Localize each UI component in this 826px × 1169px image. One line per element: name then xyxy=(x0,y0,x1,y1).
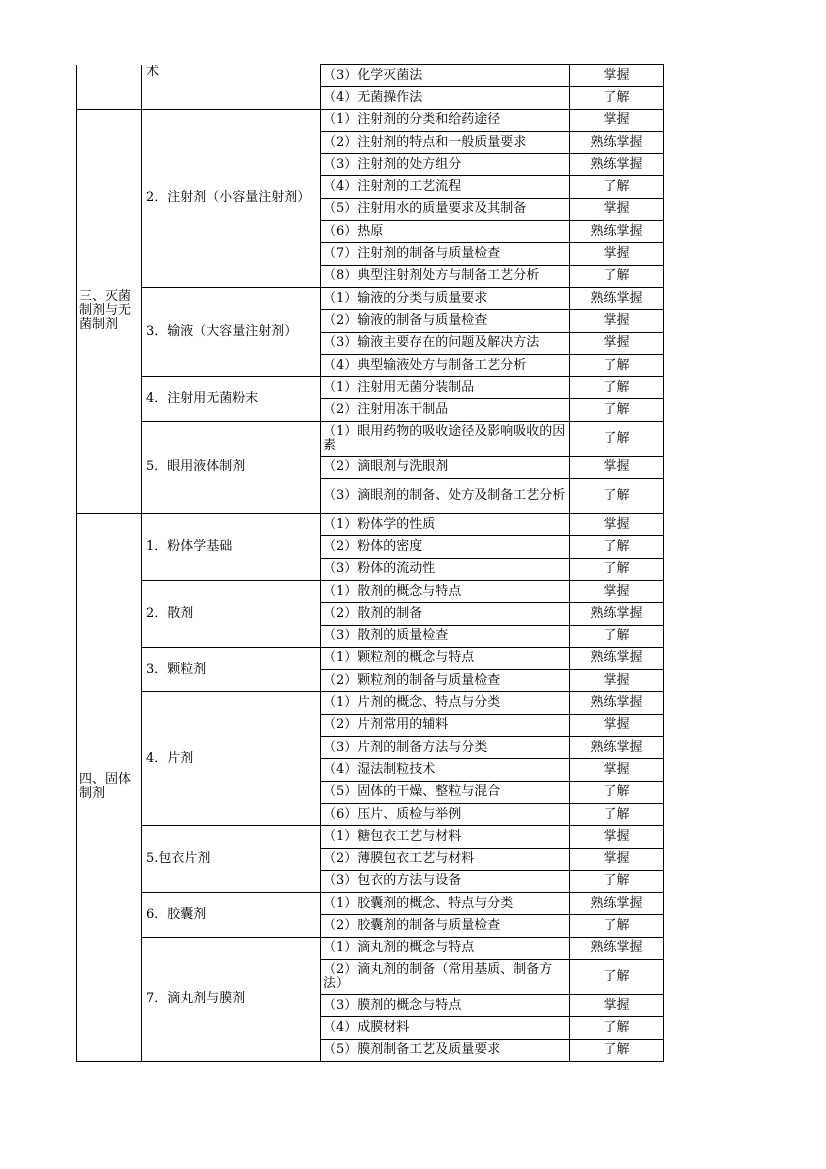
subunit-cell: 2．注射剂（小容量注射剂） xyxy=(142,109,321,287)
level-cell: 了解 xyxy=(570,265,664,287)
level-cell: 了解 xyxy=(570,354,664,376)
table-row xyxy=(77,421,664,456)
point-cell: （4）注射剂的工艺流程 xyxy=(321,176,570,198)
subunit-cell: 6．胶囊剂 xyxy=(142,893,321,938)
level-cell: 了解 xyxy=(570,1017,664,1039)
level-cell: 掌握 xyxy=(570,456,664,478)
point-cell: （7）注射剂的制备与质量检查 xyxy=(321,243,570,265)
level-cell: 了解 xyxy=(570,558,664,580)
level-cell: 掌握 xyxy=(570,65,664,87)
point-cell: （1）输液的分类与质量要求 xyxy=(321,287,570,309)
subunit-cell: 7．滴丸剂与膜剂 xyxy=(142,937,321,1061)
level-cell: 了解 xyxy=(570,915,664,937)
level-cell: 熟练掌握 xyxy=(570,893,664,915)
point-cell: （2）注射剂的特点和一般质量要求 xyxy=(321,131,570,153)
level-cell: 熟练掌握 xyxy=(570,221,664,243)
table-row xyxy=(77,109,664,131)
level-cell: 掌握 xyxy=(570,332,664,354)
syllabus-table-body xyxy=(77,65,664,1062)
point-cell: （4）典型输液处方与制备工艺分析 xyxy=(321,354,570,376)
level-cell: 掌握 xyxy=(570,109,664,131)
level-cell: 掌握 xyxy=(570,759,664,781)
point-cell: （3）注射剂的处方组分 xyxy=(321,154,570,176)
level-cell: 了解 xyxy=(570,176,664,198)
level-cell: 了解 xyxy=(570,479,664,514)
point-cell: （1）注射剂的分类和给药途径 xyxy=(321,109,570,131)
table-row xyxy=(77,937,664,959)
point-cell: （4）成膜材料 xyxy=(321,1017,570,1039)
level-cell: 了解 xyxy=(570,87,664,109)
table-row xyxy=(77,647,664,669)
point-cell: （1）糖包衣工艺与材料 xyxy=(321,826,570,848)
unit-cell: 三、灭菌制剂与无菌制剂 xyxy=(77,109,142,513)
level-cell: 熟练掌握 xyxy=(570,937,664,959)
subunit-cell: 3．颗粒剂 xyxy=(142,647,321,692)
point-cell: （1）注射用无菌分装制品 xyxy=(321,377,570,399)
point-cell: （2）片剂常用的辅料 xyxy=(321,714,570,736)
syllabus-table xyxy=(76,64,664,1062)
subunit-cell: 3．输液（大容量注射剂） xyxy=(142,287,321,376)
level-cell: 熟练掌握 xyxy=(570,287,664,309)
table-row xyxy=(77,65,664,87)
table-row xyxy=(77,826,664,848)
subunit-cell: 5．眼用液体制剂 xyxy=(142,421,321,513)
level-cell: 掌握 xyxy=(570,580,664,602)
point-cell: （3）膜剂的概念与特点 xyxy=(321,994,570,1016)
unit-cell xyxy=(77,65,142,110)
table-row xyxy=(77,287,664,309)
point-cell: （2）注射用冻干制品 xyxy=(321,399,570,421)
point-cell: （2）输液的制备与质量检查 xyxy=(321,310,570,332)
level-cell: 熟练掌握 xyxy=(570,692,664,714)
point-cell: （2）滴眼剂与洗眼剂 xyxy=(321,456,570,478)
level-cell: 掌握 xyxy=(570,310,664,332)
point-cell: （5）膜剂制备工艺及质量要求 xyxy=(321,1039,570,1061)
point-cell: （2）胶囊剂的制备与质量检查 xyxy=(321,915,570,937)
table-row xyxy=(77,514,664,536)
point-cell: （3）输液主要存在的问题及解决方法 xyxy=(321,332,570,354)
point-cell: （5）固体的干燥、整粒与混合 xyxy=(321,781,570,803)
level-cell: 了解 xyxy=(570,377,664,399)
level-cell: 了解 xyxy=(570,1039,664,1061)
subunit-cell: 5.包衣片剂 xyxy=(142,826,321,893)
point-cell: （3）化学灭菌法 xyxy=(321,65,570,87)
level-cell: 了解 xyxy=(570,870,664,892)
level-cell: 熟练掌握 xyxy=(570,737,664,759)
point-cell: （3）包衣的方法与设备 xyxy=(321,870,570,892)
point-cell: （1）片剂的概念、特点与分类 xyxy=(321,692,570,714)
level-cell: 了解 xyxy=(570,421,664,456)
point-cell: （1）颗粒剂的概念与特点 xyxy=(321,647,570,669)
point-cell: （1）散剂的概念与特点 xyxy=(321,580,570,602)
point-cell: （4）湿法制粒技术 xyxy=(321,759,570,781)
level-cell: 掌握 xyxy=(570,514,664,536)
level-cell: 熟练掌握 xyxy=(570,647,664,669)
level-cell: 熟练掌握 xyxy=(570,154,664,176)
point-cell: （2）颗粒剂的制备与质量检查 xyxy=(321,670,570,692)
point-cell: （2）散剂的制备 xyxy=(321,603,570,625)
table-row xyxy=(77,580,664,602)
point-cell: （2）薄膜包衣工艺与材料 xyxy=(321,848,570,870)
level-cell: 熟练掌握 xyxy=(570,131,664,153)
point-cell: （3）粉体的流动性 xyxy=(321,558,570,580)
point-cell: （8）典型注射剂处方与制备工艺分析 xyxy=(321,265,570,287)
level-cell: 掌握 xyxy=(570,994,664,1016)
level-cell: 了解 xyxy=(570,536,664,558)
level-cell: 掌握 xyxy=(570,714,664,736)
unit-cell: 四、固体制剂 xyxy=(77,514,142,1062)
level-cell: 掌握 xyxy=(570,848,664,870)
level-cell: 了解 xyxy=(570,625,664,647)
subunit-cell: 术 xyxy=(142,65,321,110)
point-cell: （3）片剂的制备方法与分类 xyxy=(321,737,570,759)
point-cell: （2）粉体的密度 xyxy=(321,536,570,558)
subunit-cell: 1．粉体学基础 xyxy=(142,514,321,581)
level-cell: 了解 xyxy=(570,803,664,825)
level-cell: 了解 xyxy=(570,399,664,421)
level-cell: 了解 xyxy=(570,781,664,803)
level-cell: 掌握 xyxy=(570,198,664,220)
point-cell: （6）热原 xyxy=(321,221,570,243)
table-row xyxy=(77,377,664,399)
subunit-cell: 4．片剂 xyxy=(142,692,321,826)
level-cell: 熟练掌握 xyxy=(570,603,664,625)
level-cell: 掌握 xyxy=(570,243,664,265)
table-row xyxy=(77,692,664,714)
point-cell: （1）滴丸剂的概念与特点 xyxy=(321,937,570,959)
point-cell: （6）压片、质检与举例 xyxy=(321,803,570,825)
subunit-cell: 2．散剂 xyxy=(142,580,321,647)
table-row xyxy=(77,893,664,915)
point-cell: （1）眼用药物的吸收途径及影响吸收的因素 xyxy=(321,421,570,456)
point-cell: （1）粉体学的性质 xyxy=(321,514,570,536)
level-cell: 了解 xyxy=(570,959,664,994)
point-cell: （3）滴眼剂的制备、处方及制备工艺分析 xyxy=(321,479,570,514)
point-cell: （4）无菌操作法 xyxy=(321,87,570,109)
point-cell: （5）注射用水的质量要求及其制备 xyxy=(321,198,570,220)
level-cell: 掌握 xyxy=(570,670,664,692)
subunit-cell: 4．注射用无菌粉末 xyxy=(142,377,321,422)
point-cell: （2）滴丸剂的制备（常用基质、制备方法） xyxy=(321,959,570,994)
point-cell: （3）散剂的质量检查 xyxy=(321,625,570,647)
level-cell: 掌握 xyxy=(570,826,664,848)
point-cell: （1）胶囊剂的概念、特点与分类 xyxy=(321,893,570,915)
